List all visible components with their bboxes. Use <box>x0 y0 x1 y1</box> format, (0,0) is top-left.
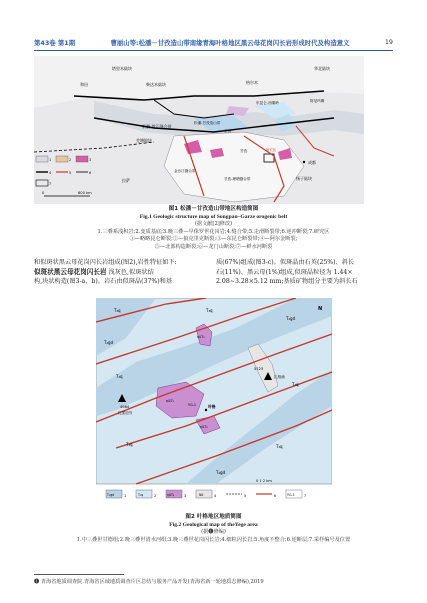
label-lasa: 拉萨 <box>122 178 130 183</box>
figure-1-source: (据文献[2]修改) <box>194 221 233 228</box>
map-t3q-f: T₃q <box>276 444 283 449</box>
body-left-column <box>34 258 209 287</box>
map-t3q-b: T₃q <box>206 308 213 313</box>
legend-num-1: 1 <box>49 158 52 162</box>
body-left-line-2 <box>34 268 209 278</box>
label-huabei: 华北陆块 <box>314 66 330 71</box>
body-right-line-3: 2.08~3.28×5.12 mm;基质矿物组分主要为斜长石 <box>216 278 358 286</box>
label-qaidam: 柴达木陆块 <box>146 82 166 87</box>
legend2-num-4: 4 <box>214 494 217 498</box>
label-ganzi: 甘孜 <box>240 149 248 153</box>
label-study: 研究区 <box>266 148 277 152</box>
map-t3q-e: T₃q <box>126 442 133 447</box>
figure-1 <box>34 56 364 204</box>
map-t2gd-c: T₂gd <box>216 470 226 475</box>
figure-1-legend-line-1: 1.三叠系浅积岩;2.变质基底;3.晚三叠—早侏罗世花岗岩;4.缝合带;5.走滑断裂带;6.逆冲断裂;7.研究区 <box>97 228 330 235</box>
chengdu-marker <box>303 161 305 163</box>
section-heading: 似斑状黑云母花岗闪长岩 <box>34 267 107 276</box>
map-t3q-a: T₃q <box>114 308 121 313</box>
legend2-code-3: ηδT₃ <box>167 493 175 497</box>
figure-1-legend-line-2: ①—略略昆仑断裂;②—狼克里克断裂;③—东昆仑断裂带;④—阿尔金断裂; <box>129 236 298 243</box>
map-scale: 0 1 2 km <box>256 479 272 483</box>
label-gelmud: 格尔木 <box>246 80 258 85</box>
legend2-code-1: T₂gd <box>107 493 115 497</box>
legend2-code-4: Nδ <box>199 493 204 497</box>
map-peak2: 5123 <box>254 367 264 371</box>
body-left-line-3: 构,块状构造(图3-a、b)。岩石由似斑晶(37%)和基 <box>34 278 173 286</box>
figure-2-legend <box>106 490 306 498</box>
north-arrow: N <box>318 306 323 312</box>
legend2-num-5: 5 <box>244 494 247 498</box>
figure-2-caption-zh: 图2 叶格地区地质简图 <box>185 514 242 520</box>
legend2-num-6: 6 <box>274 494 277 498</box>
footnote-rule <box>34 574 124 575</box>
legend2-num-2: 2 <box>154 494 157 498</box>
map-granite-2: ηδT₃ <box>197 335 205 339</box>
legend2-num-1: 1 <box>124 494 127 498</box>
map-yege: 叶格 <box>208 404 216 409</box>
label-yushu: 玉树 <box>224 129 232 133</box>
label-tarim: 塔里木陆块 <box>112 66 132 71</box>
figure-2-caption <box>34 514 393 544</box>
map-t2gd-b: T₂gd <box>104 340 114 345</box>
figure-1-caption-en: Fig.1 Geologic structure map of Songpan–Garze orogenic belt <box>139 213 288 220</box>
legend2-code-7: YG-1 <box>287 493 295 497</box>
map-t3q-c: T₃q <box>116 374 123 379</box>
yege-marker <box>205 409 207 411</box>
legend-num-6: 6 <box>89 171 92 175</box>
label-hami: 和田 <box>80 82 88 87</box>
journal-volume: 第43卷 第1期 <box>34 38 76 47</box>
label-songpan: 甘孜-理塘缝合带 <box>224 177 251 181</box>
article-title: 曹丽山等:松潘－甘孜造山带南缘青海叶格地区黑云母花岗闪长岩形成时代及构造意义 <box>110 38 350 47</box>
footnote: ❶ 青海省地质调查院.青海省区域地质调查片区总结与服务产品开发(青海省新一轮地质志修编),2019 <box>34 579 264 585</box>
scale-km: 600 km <box>78 191 92 195</box>
figure-2 <box>96 298 332 512</box>
figure-2-source: (据❶修编) <box>201 529 226 536</box>
figure-2-map <box>96 298 332 512</box>
label-yangtze: 扬子陆块 <box>296 176 312 181</box>
header-rule <box>34 50 393 51</box>
label-qiangtang: 羌塘地块 <box>136 138 152 143</box>
label-aerba: 阿尼玛卿 <box>310 99 325 103</box>
map-granite-3: ηδT₃ <box>200 425 208 429</box>
map-t2gd-a: T₂gd <box>286 316 296 321</box>
legend-num-4: 4 <box>49 171 52 175</box>
map-peak1-name: 扎加加穷 <box>118 411 133 415</box>
legend-num-5: 5 <box>69 171 72 175</box>
body-right-line-2: 石(11%)、黑云母(1%)组成,似斑晶粒径为 1.44× <box>216 268 353 276</box>
label-jinsha: 金沙江缝合带 <box>174 169 196 173</box>
running-header <box>34 36 393 48</box>
scale-zero: 0 <box>42 191 45 195</box>
map-sample: YG-1 <box>188 403 197 407</box>
legend-num-7: 7 <box>49 182 52 186</box>
legend-num-2: 2 <box>69 158 72 162</box>
body-left-line-1: 和似斑状黑云母花岗闪长岩组成(图2),岩性特征如下: <box>34 259 177 266</box>
label-xinyuan: 新疆-歇江缝合带 <box>142 124 172 129</box>
body-right-column <box>216 258 393 287</box>
body-left-line-2-rest: 浅灰色,似斑状结 <box>108 268 154 276</box>
legend2-num-3: 3 <box>184 494 187 498</box>
legend-num-3: 3 <box>89 158 92 162</box>
figure-1-map <box>34 56 364 204</box>
figure-2-caption-en: Fig.2 Geological map of theYege area <box>169 521 258 528</box>
figure-1-caption-zh: 图1 松潘－甘孜造山带地区构造简图 <box>168 206 259 212</box>
legend2-code-2: T₃q <box>138 493 144 497</box>
page-number: 19 <box>384 38 393 46</box>
map-peak1: 4984 <box>120 405 130 409</box>
label-dongkunlun: 东昆仑-西秦岭 <box>256 101 279 105</box>
figure-1-caption <box>34 206 393 252</box>
map-t3q-d: T₃q <box>292 382 299 387</box>
body-right-line-1: 质(67%)组成(图3-c)。似斑晶由石英(25%)、斜长 <box>216 259 355 266</box>
figure-2-legend-text: 1.中三叠世甘德组;2.晚三叠世清水河组;3.晚三叠世花岗闪长岩;4.细粒闪长岩;5.角度不整合;6.逆断层;7.采样编号及位置 <box>76 536 351 543</box>
figure-1-legend-line-3: ⑤—北部构造断裂;⑥—龙门山断裂;⑦—鲜水河断裂 <box>154 243 273 250</box>
label-chengdu: 成都 <box>308 160 316 165</box>
legend2-num-7: 7 <box>304 494 307 498</box>
map-granite-1: ηδT₃ <box>166 399 175 403</box>
map-peak2-name: 扎格涌 <box>274 375 285 379</box>
label-bayan: 松潘-甘孜造山带 <box>194 121 221 125</box>
